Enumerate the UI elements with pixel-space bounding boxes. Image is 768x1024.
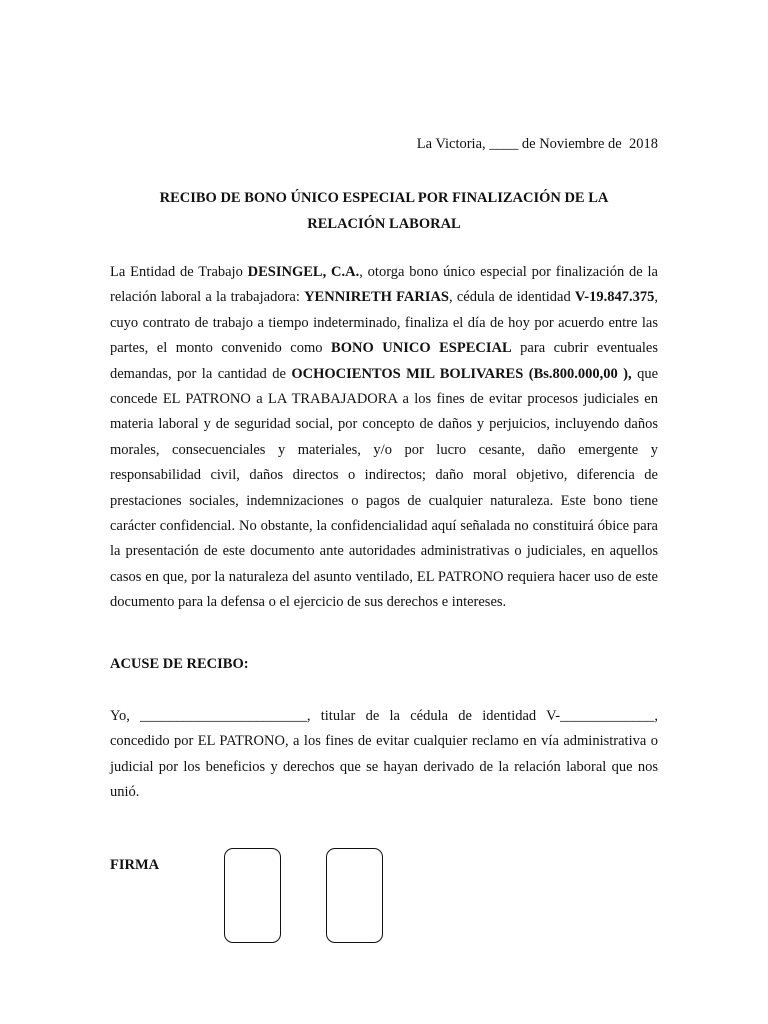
acknowledgement-heading: ACUSE DE RECIBO: [110, 656, 249, 672]
fingerprint-box-right [326, 848, 383, 943]
body-text-3: , cédula de identidad [449, 289, 575, 306]
body-text-2: , otorga bono único especial por finalización de la relación laboral a la trabajadora: [110, 264, 658, 306]
title-line-2: RELACIÓN LABORAL [307, 216, 461, 232]
title-line-1: RECIBO DE BONO ÚNICO ESPECIAL POR FINALIZACIÓN DE LA [159, 190, 609, 206]
acknowledgement-paragraph: Yo, _______________________, titular de la cédula de identidad V-_____________, concedido por EL PATRONO, a los fines de evitar cualquier reclamo en vía administrativa o judicial por los beneficios y derechos que se hayan derivado de la relación laboral que nos unió. [110, 708, 658, 801]
document-title [110, 185, 658, 237]
body-text-7: que concede EL PATRONO a LA TRABAJADORA a los fines de evitar procesos judiciales en materia laboral y de seguridad social, por concepto de daños y perjuicios, incluyendo daños morales, consecuenciales y materiales, y/o por lucro cesante, daño emergente y responsabilidad civil, daños directos o indirectos; daño moral objetivo, diferencia de prestaciones sociales, indemnizaciones o pagos de cualquier naturaleza. Este bono tiene carácter confidencial. No obstante, la confidencialidad aquí señalada no constituirá óbice para la presentación de este documento ante autoridades administrativas o judiciales, en aquellos casos en que, por la naturaleza del asunto ventilado, EL PATRONO requiera hacer uso de este documento para la defensa o el ejercicio de sus derechos e intereses. [110, 365, 659, 611]
body-text-4: , cuyo contrato de trabajo a tiempo indeterminado, finaliza el día de hoy por acuerdo entre las partes, el monto convenido como [110, 289, 658, 357]
amount-numeric: (Bs.800.000,00 ), [528, 365, 632, 382]
worker-id: V-19.847.375 [574, 289, 655, 306]
company-name: DESINGEL, C.A. [247, 264, 360, 280]
place-date-line: La Victoria, ____ de Noviembre de 2018 [416, 136, 658, 152]
amount-words: OCHOCIENTOS MIL BOLIVARES [291, 365, 524, 382]
body-text-1: La Entidad de Trabajo [110, 264, 248, 280]
signature-label: FIRMA [110, 857, 160, 873]
bonus-name: BONO UNICO ESPECIAL [331, 340, 512, 357]
body-text-5: para cubrir eventuales demandas, por la cantidad de [110, 340, 659, 382]
fingerprint-box-left [224, 848, 281, 943]
worker-name: YENNIRETH FARIAS [304, 289, 449, 306]
receipt-body-paragraph [110, 260, 658, 616]
